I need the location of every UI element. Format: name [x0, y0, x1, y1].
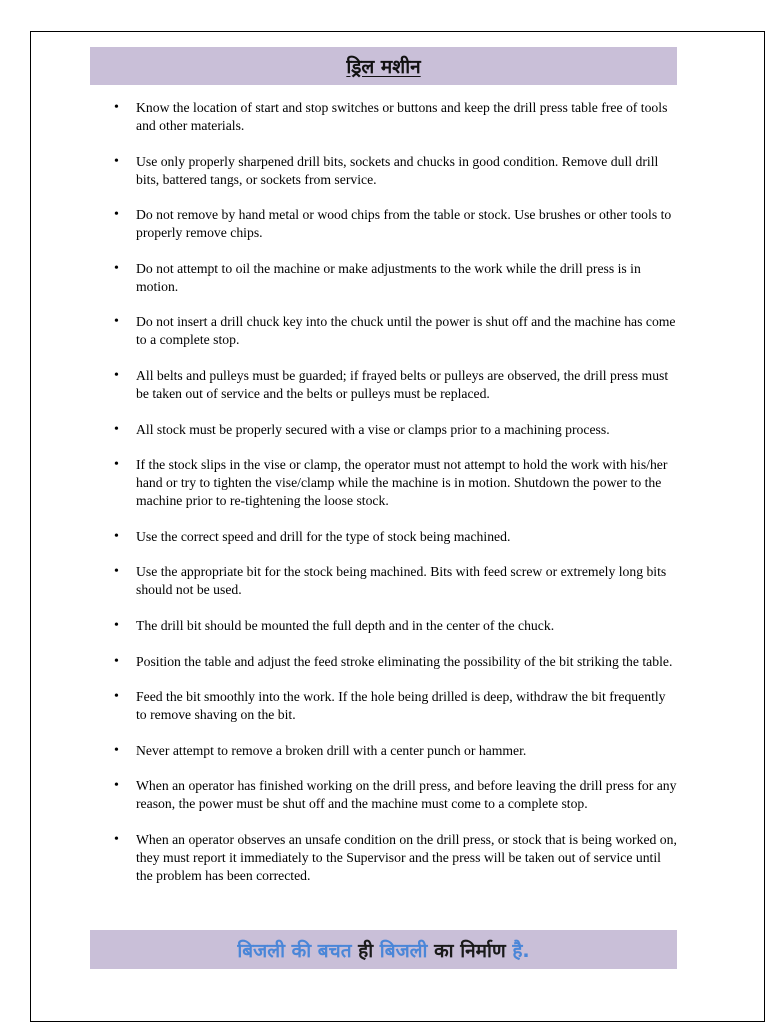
rule-item: • The drill bit should be mounted the full depth and in the center of the chuck.	[108, 617, 678, 635]
rule-item: • Position the table and adjust the feed stroke eliminating the possibility of the bit striking the table.	[108, 653, 678, 671]
rule-item: • When an operator observes an unsafe condition on the drill press, or stock that is being worked on, they must report it immediately to the Supervisor and the press will be taken out of service until the problem has been corrected.	[108, 831, 678, 885]
rule-item: • When an operator has finished working on the drill press, and before leaving the drill press for any reason, the power must be shut off and the machine must come to a complete stop.	[108, 777, 678, 813]
rule-item: • Know the location of start and stop switches or buttons and keep the drill press table free of tools and other materials.	[108, 99, 678, 135]
rule-item: • Use the appropriate bit for the stock being machined. Bits with feed screw or extremely long bits should not be used.	[108, 563, 678, 599]
footer-slogan-banner	[90, 930, 677, 969]
footer-slogan-segment: है.	[512, 939, 530, 962]
rule-item: • Do not attempt to oil the machine or make adjustments to the work while the drill press is in motion.	[108, 260, 678, 296]
footer-slogan-segment: बिजली	[379, 939, 428, 962]
page-title: ड्रिल मशीन	[346, 56, 421, 78]
title-banner	[90, 47, 677, 85]
rule-item: • Do not insert a drill chuck key into the chuck until the power is shut off and the machine has come to a complete stop.	[108, 313, 678, 349]
footer-slogan-segment: का निर्माण	[427, 939, 513, 962]
rule-item: • All stock must be properly secured with a vise or clamps prior to a machining process.	[108, 421, 678, 439]
rule-item: • Never attempt to remove a broken drill with a center punch or hammer.	[108, 742, 678, 760]
rule-item: • Feed the bit smoothly into the work. If the hole being drilled is deep, withdraw the bit frequently to remove shaving on the bit.	[108, 688, 678, 724]
footer-slogan-segment: ही	[351, 939, 380, 962]
footer-slogan-segment: बिजली की बचत	[237, 939, 352, 962]
safety-rules-list	[108, 99, 678, 903]
rule-item: • If the stock slips in the vise or clamp, the operator must not attempt to hold the work with his/her hand or try to tighten the vise/clamp while the machine is in motion. Shutdown the power to the machine prior to re-tightening the loose stock.	[108, 456, 678, 510]
rule-item: • Do not remove by hand metal or wood chips from the table or stock. Use brushes or other tools to properly remove chips.	[108, 206, 678, 242]
rule-item: • All belts and pulleys must be guarded; if frayed belts or pulleys are observed, the drill press must be taken out of service and the belts or pulleys must be replaced.	[108, 367, 678, 403]
rule-item: • Use only properly sharpened drill bits, sockets and chucks in good condition. Remove dull drill bits, battered tangs, or sockets from service.	[108, 153, 678, 189]
rule-item: • Use the correct speed and drill for the type of stock being machined.	[108, 528, 678, 546]
